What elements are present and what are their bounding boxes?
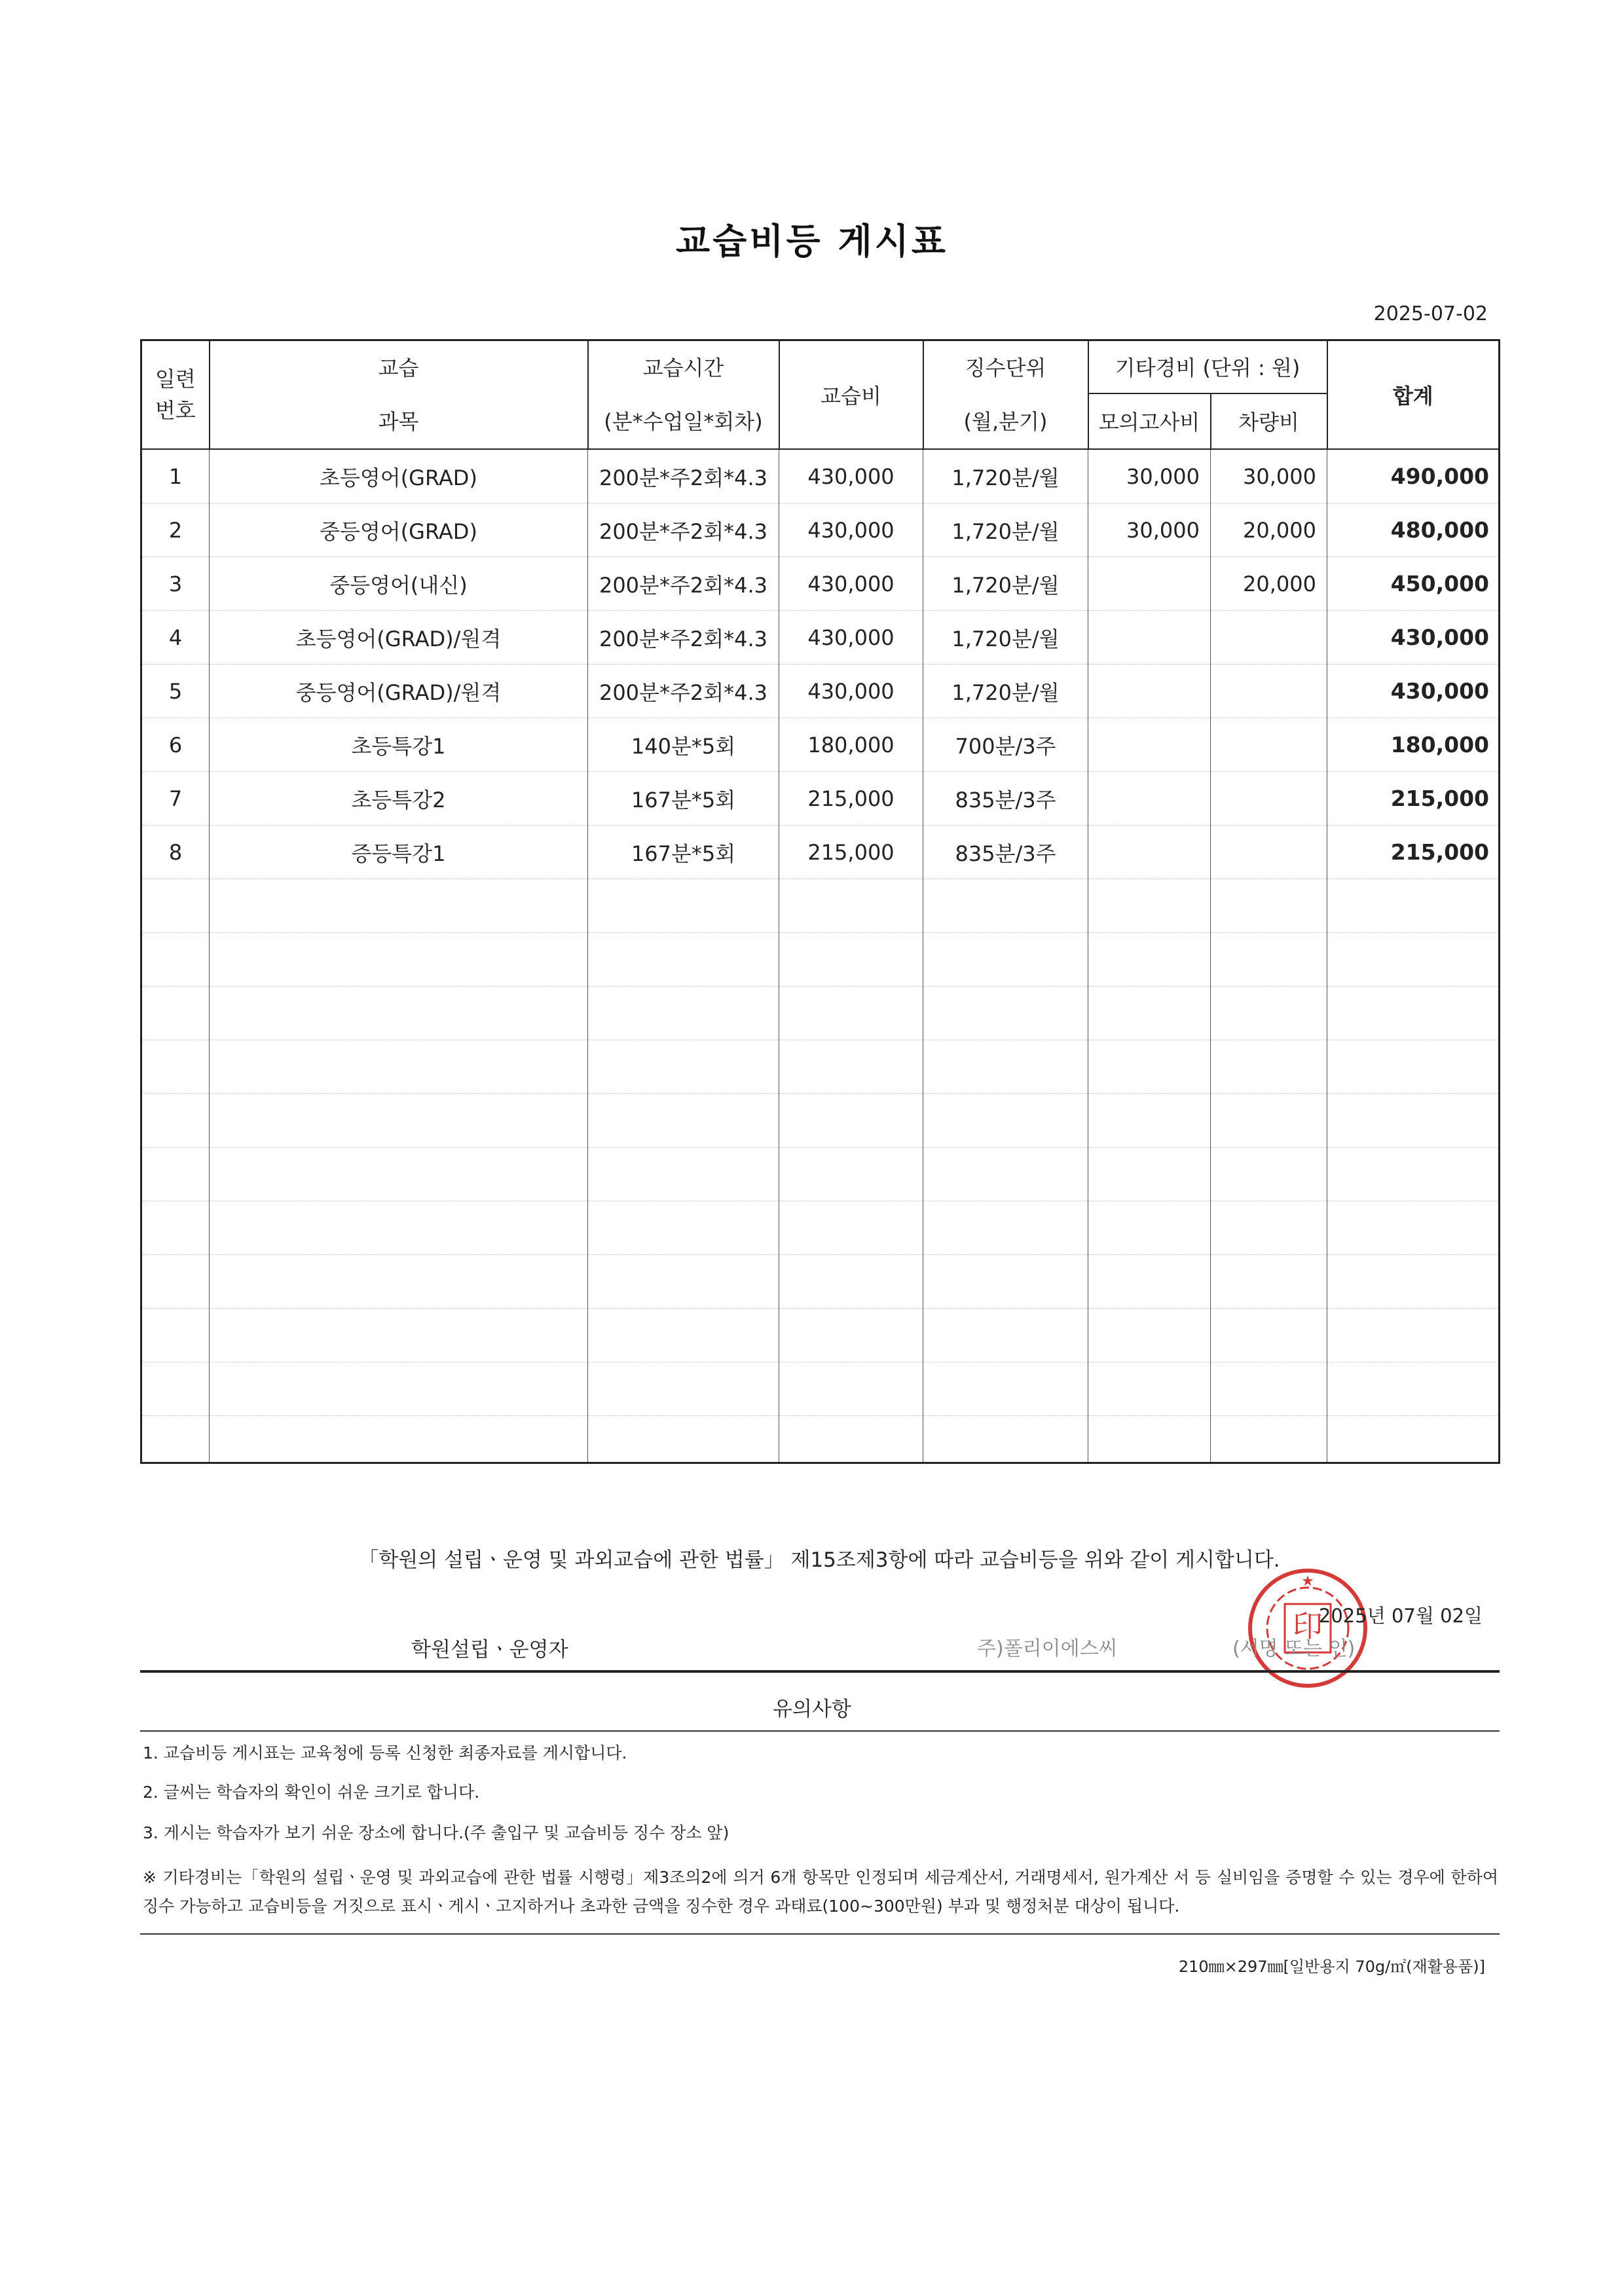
cell-vehicle [1211,1362,1327,1416]
table-row [141,826,1500,879]
cell-unit [923,933,1088,987]
cell-subject [210,1094,588,1148]
cell-no [141,1040,210,1094]
cell-subject [210,1416,588,1463]
cell-total [1327,1201,1500,1255]
cell-total [1327,1362,1500,1416]
cell-mock [1088,1040,1211,1094]
cell-mock: 30,000 [1088,503,1211,557]
cell-unit: 835분/3주 [923,772,1088,826]
table-row [141,1416,1500,1463]
cell-mock [1088,879,1211,933]
cell-subject [210,1040,588,1094]
cell-subject: 초등영어(GRAD)/원격 [210,611,588,665]
cell-mock [1088,1309,1211,1362]
cell-vehicle: 20,000 [1211,557,1327,611]
cell-subject [210,1201,588,1255]
fee-table-body [141,449,1500,1463]
header-vehicle: 차량비 [1211,393,1327,449]
cell-unit [923,1201,1088,1255]
cell-fee: 215,000 [779,772,923,826]
cell-no: 6 [141,718,210,772]
cell-vehicle [1211,1148,1327,1201]
cell-subject: 중등영어(GRAD) [210,503,588,557]
cell-mock [1088,1201,1211,1255]
note-remark: ※ 기타경비는「학원의 설립ㆍ운영 및 과외교습에 관한 법률 시행령」제3조의2에 의거 6개 항목만 인정되며 세금계산서, 거래명세서, 원가계산 서 등 실비임을 증명할 수 있는 경우에 한하여 징수 가능하고 교습비등을 거짓으로 표시ㆍ게시ㆍ고지하거나 초과한 금액을 징수한 경우 과태료(100~300만원) 부과 및 행정처분 대상이 됩니다. [143,1868,1498,1916]
cell-mock [1088,1255,1211,1309]
cell-total: 180,000 [1327,718,1500,772]
legal-notice: 「학원의 설립ㆍ운영 및 과외교습에 관한 법률」 제15조제3항에 따라 교습비등을 위와 같이 게시합니다. [358,1548,1280,1572]
cell-vehicle [1211,1416,1327,1463]
table-row [141,449,1500,503]
svg-text:★: ★ [1301,1573,1314,1590]
signature-placeholder: (서명 또는 인) [1232,1637,1356,1660]
table-row [141,987,1500,1040]
table-row [141,1040,1500,1094]
signature-date: 2025년 07월 02일 [1318,1605,1483,1627]
cell-vehicle [1211,611,1327,665]
cell-time [588,987,779,1040]
cell-time: 200분*주2회*4.3 [588,503,779,557]
cell-fee [779,1255,923,1309]
cell-unit [923,1255,1088,1309]
table-row [141,1362,1500,1416]
cell-subject: 중등영어(GRAD)/원격 [210,665,588,718]
table-row [141,1094,1500,1148]
cell-no [141,1201,210,1255]
cell-mock [1088,933,1211,987]
cell-vehicle: 20,000 [1211,503,1327,557]
cell-time: 200분*주2회*4.3 [588,665,779,718]
cell-fee [779,1416,923,1463]
table-row [141,665,1500,718]
cell-no: 5 [141,665,210,718]
cell-vehicle [1211,879,1327,933]
cell-mock [1088,987,1211,1040]
cell-mock [1088,665,1211,718]
table-row [141,503,1500,557]
cell-time: 167분*5회 [588,826,779,879]
cell-fee [779,987,923,1040]
cell-subject [210,987,588,1040]
cell-fee: 430,000 [779,611,923,665]
cell-mock: 30,000 [1088,449,1211,503]
table-row [141,718,1500,772]
cell-unit [923,987,1088,1040]
table-row [141,1148,1500,1201]
cell-vehicle [1211,1201,1327,1255]
cell-fee: 430,000 [779,503,923,557]
cell-time [588,1040,779,1094]
header-no: 일련 번호 [141,340,210,450]
cell-no: 4 [141,611,210,665]
cell-time [588,933,779,987]
cell-total: 480,000 [1327,503,1500,557]
cell-total [1327,933,1500,987]
cell-mock [1088,772,1211,826]
bottom-divider [140,1933,1500,1935]
cell-mock [1088,1148,1211,1201]
cell-no: 8 [141,826,210,879]
cell-total: 430,000 [1327,665,1500,718]
header-unit: 징수단위 (월,분기) [923,340,1088,450]
cell-time [588,1309,779,1362]
cell-subject [210,1362,588,1416]
table-row [141,611,1500,665]
cell-total: 450,000 [1327,557,1500,611]
cell-unit: 1,720분/월 [923,665,1088,718]
cell-fee [779,1040,923,1094]
cell-no [141,1094,210,1148]
cell-subject: 초등특강1 [210,718,588,772]
cell-unit: 835분/3주 [923,826,1088,879]
cell-subject: 초등영어(GRAD) [210,449,588,503]
cell-fee [779,879,923,933]
cell-total: 490,000 [1327,449,1500,503]
cell-vehicle [1211,987,1327,1040]
cell-unit: 1,720분/월 [923,557,1088,611]
header-time: 교습시간 (분*수업일*회차) [588,340,779,450]
cell-no [141,1148,210,1201]
cell-time [588,1416,779,1463]
cell-vehicle [1211,826,1327,879]
cell-fee [779,1201,923,1255]
cell-vehicle [1211,718,1327,772]
cell-unit [923,1362,1088,1416]
cell-no [141,933,210,987]
cell-unit [923,1416,1088,1463]
header-other-expenses: 기타경비 (단위 : 원) [1088,340,1327,393]
cell-vehicle [1211,933,1327,987]
cell-subject: 증등특강1 [210,826,588,879]
cell-fee: 430,000 [779,449,923,503]
cell-subject [210,1255,588,1309]
cell-total: 430,000 [1327,611,1500,665]
header-subject: 교습 과목 [210,340,588,450]
cell-time [588,1201,779,1255]
cell-no [141,987,210,1040]
table-row [141,772,1500,826]
cell-vehicle [1211,1094,1327,1148]
cell-vehicle [1211,1255,1327,1309]
cell-time: 200분*주2회*4.3 [588,557,779,611]
cell-no [141,1309,210,1362]
table-row [141,933,1500,987]
cell-total [1327,1148,1500,1201]
cell-fee: 180,000 [779,718,923,772]
cell-mock [1088,1416,1211,1463]
cell-mock [1088,718,1211,772]
company-name: 주)폴리이에스씨 [977,1637,1118,1660]
fee-table [140,339,1500,1464]
cell-subject [210,1148,588,1201]
header-total: 합계 [1327,340,1500,450]
cell-total [1327,987,1500,1040]
cell-unit [923,1309,1088,1362]
cell-fee: 430,000 [779,557,923,611]
divider-top [140,1670,1500,1673]
cell-vehicle [1211,1309,1327,1362]
cell-subject [210,879,588,933]
cell-time [588,1148,779,1201]
cell-time [588,1255,779,1309]
notes-divider [140,1730,1500,1732]
cell-no [141,1255,210,1309]
cell-unit: 1,720분/월 [923,449,1088,503]
cell-fee [779,1309,923,1362]
note-item-3: 3. 게시는 학습자가 보기 쉬운 장소에 합니다.(주 출입구 및 교습비등 징수 장소 앞) [143,1823,729,1842]
cell-no [141,879,210,933]
cell-fee: 215,000 [779,826,923,879]
cell-no [141,1416,210,1463]
cell-unit: 1,720분/월 [923,611,1088,665]
cell-time: 200분*주2회*4.3 [588,449,779,503]
cell-subject [210,933,588,987]
cell-vehicle: 30,000 [1211,449,1327,503]
cell-total [1327,1094,1500,1148]
cell-time [588,879,779,933]
table-row [141,557,1500,611]
cell-subject: 초등특강2 [210,772,588,826]
cell-vehicle [1211,665,1327,718]
cell-total [1327,1040,1500,1094]
operator-label: 학원설립ㆍ운영자 [411,1638,568,1662]
cell-mock [1088,1094,1211,1148]
header-fee: 교습비 [779,340,923,450]
header-mock-exam: 모의고사비 [1088,393,1211,449]
table-row [141,1255,1500,1309]
seal-glyph: 印 [1293,1609,1323,1644]
cell-time: 167분*5회 [588,772,779,826]
cell-total [1327,1255,1500,1309]
cell-fee [779,933,923,987]
cell-vehicle [1211,772,1327,826]
cell-unit [923,1148,1088,1201]
cell-time [588,1094,779,1148]
cell-time: 200분*주2회*4.3 [588,611,779,665]
cell-no: 7 [141,772,210,826]
cell-time: 140분*5회 [588,718,779,772]
table-row [141,1201,1500,1255]
cell-mock [1088,1362,1211,1416]
cell-unit [923,1094,1088,1148]
cell-vehicle [1211,1040,1327,1094]
paper-spec: 210㎜×297㎜[일반용지 70g/㎡(재활용품)] [1178,1958,1485,1976]
cell-fee [779,1362,923,1416]
cell-no: 1 [141,449,210,503]
cell-unit [923,1040,1088,1094]
cell-unit [923,879,1088,933]
notes-title: 유의사항 [773,1698,851,1721]
cell-fee: 430,000 [779,665,923,718]
cell-time [588,1362,779,1416]
cell-unit: 700분/3주 [923,718,1088,772]
posting-date: 2025-07-02 [1373,302,1488,325]
cell-total [1327,1309,1500,1362]
table-row [141,1309,1500,1362]
cell-fee [779,1094,923,1148]
table-row [141,879,1500,933]
cell-no [141,1362,210,1416]
cell-total [1327,1416,1500,1463]
cell-fee [779,1148,923,1201]
cell-subject [210,1309,588,1362]
cell-mock [1088,557,1211,611]
cell-total: 215,000 [1327,826,1500,879]
document-title: 교습비등 게시표 [676,221,948,262]
cell-mock [1088,826,1211,879]
cell-total [1327,879,1500,933]
cell-total: 215,000 [1327,772,1500,826]
cell-no: 2 [141,503,210,557]
cell-subject: 중등영어(내신) [210,557,588,611]
cell-unit: 1,720분/월 [923,503,1088,557]
cell-no: 3 [141,557,210,611]
note-item-2: 2. 글씨는 학습자의 확인이 쉬운 크기로 합니다. [143,1783,480,1802]
note-item-1: 1. 교습비등 게시표는 교육청에 등록 신청한 최종자료를 게시합니다. [143,1743,627,1762]
cell-mock [1088,611,1211,665]
